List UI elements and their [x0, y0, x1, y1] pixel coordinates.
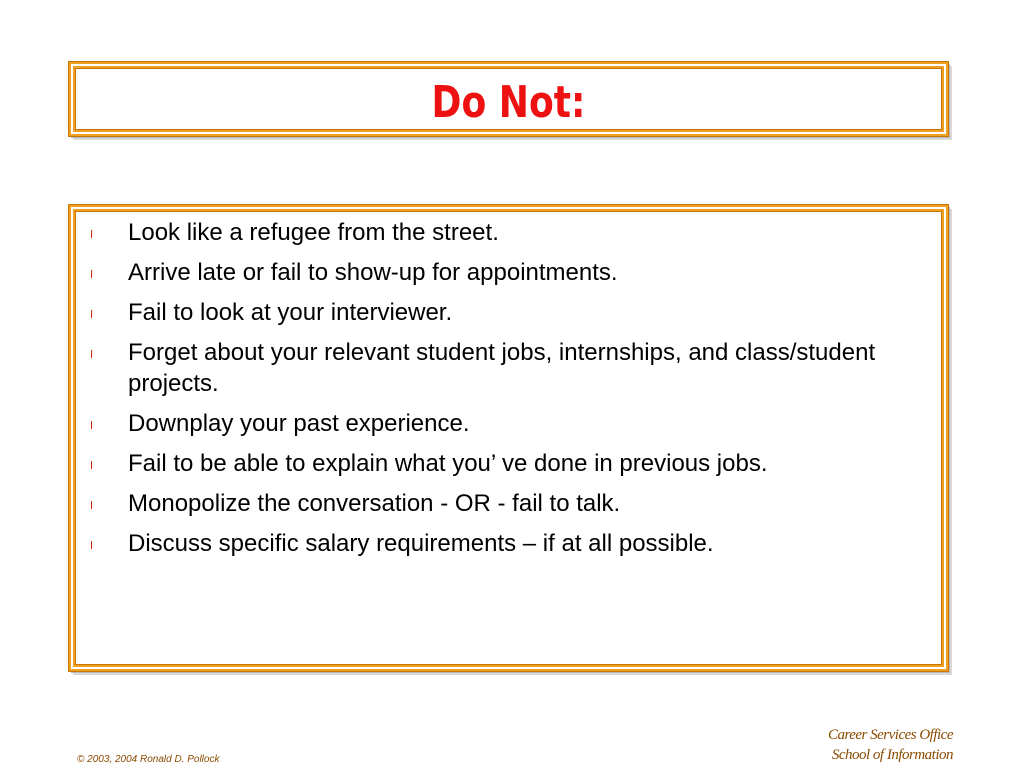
- bullet-icon: l: [90, 308, 94, 321]
- school-name: School of Information: [831, 747, 953, 763]
- office-name: Career Services Office: [827, 727, 953, 743]
- bullet-list: [85, 217, 922, 568]
- bullet-text: Discuss specific salary requirements – if at all possible.: [128, 530, 714, 557]
- bullet-icon: l: [90, 268, 94, 281]
- bullet-item: [85, 448, 922, 479]
- bullet-item: [85, 337, 922, 399]
- office-credit: [828, 725, 953, 765]
- bullet-item: [85, 297, 922, 328]
- bullet-item: [85, 408, 922, 439]
- bullet-item: [85, 528, 922, 559]
- bullet-icon: l: [90, 539, 94, 552]
- bullet-item: [85, 488, 922, 519]
- bullet-item: [85, 257, 922, 288]
- bullet-text: Fail to look at your interviewer.: [128, 299, 453, 326]
- bullet-icon: l: [90, 499, 94, 512]
- bullet-text: Arrive late or fail to show-up for appointments.: [128, 259, 618, 286]
- bullet-text: Downplay your past experience.: [128, 410, 470, 437]
- bullet-text: Monopolize the conversation - OR - fail to talk.: [128, 490, 621, 517]
- bullet-text: Fail to be able to explain what you’ ve done in previous jobs.: [128, 450, 768, 477]
- bullet-text: Look like a refugee from the street.: [128, 219, 499, 246]
- bullet-icon: l: [90, 459, 94, 472]
- bullet-icon: l: [90, 228, 94, 241]
- slide-title: Do Not:: [431, 77, 586, 128]
- content-frame: [69, 205, 948, 671]
- title-frame: [69, 62, 948, 136]
- bullet-icon: l: [90, 419, 94, 432]
- bullet-item: [85, 217, 922, 248]
- bullet-text: Forget about your relevant student jobs, internships, and class/student projects.: [128, 339, 876, 397]
- bullet-icon: l: [90, 348, 94, 361]
- copyright-notice: © 2003, 2004 Ronald D. Pollock: [77, 754, 220, 765]
